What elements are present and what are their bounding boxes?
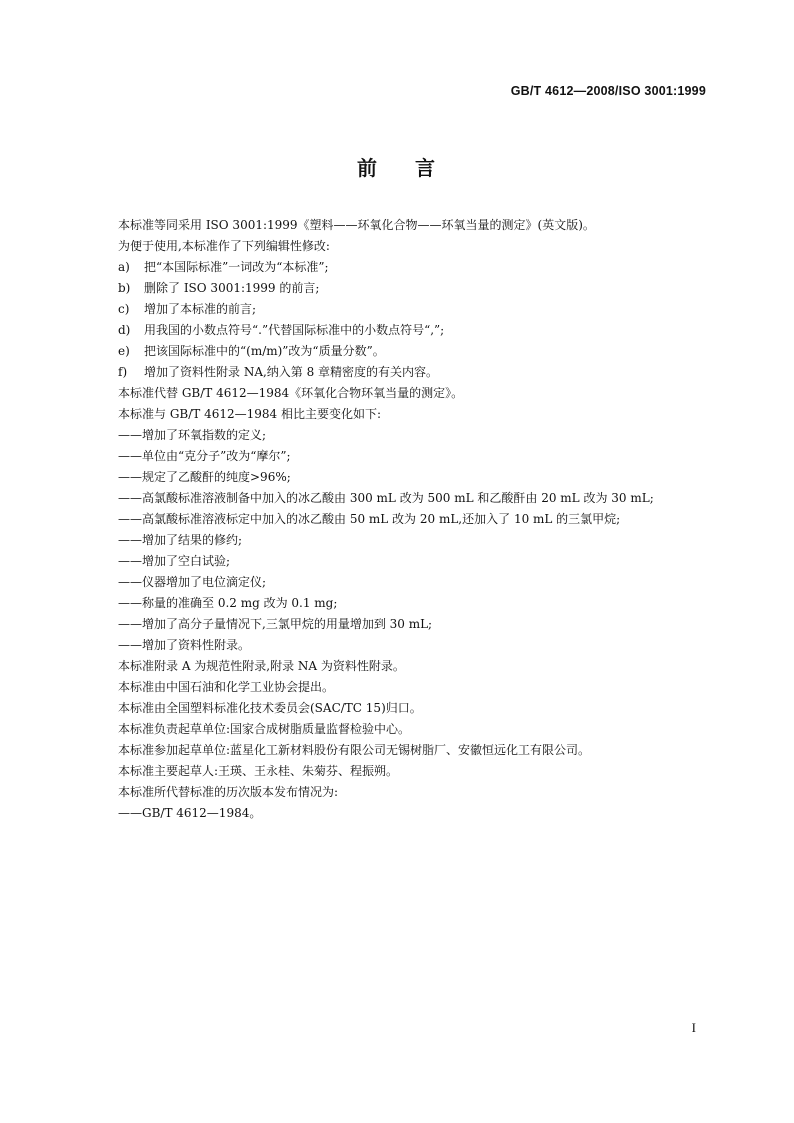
- list-item-text: 删除了 ISO 3001:1999 的前言;: [144, 281, 320, 295]
- list-marker: a): [118, 260, 130, 274]
- change-item: ——称量的准确至 0.2 mg 改为 0.1 mg;: [118, 596, 338, 610]
- list-item: [118, 341, 718, 362]
- change-item: ——增加了空白试验;: [118, 554, 231, 568]
- list-marker: c): [118, 302, 130, 316]
- list-marker: e): [118, 344, 130, 358]
- list-marker: b): [118, 281, 131, 295]
- change-item: ——单位由“克分子”改为“摩尔”;: [118, 449, 291, 463]
- page-number: I: [691, 1020, 696, 1035]
- list-marker: d): [118, 323, 131, 337]
- text-line: 本标准由全国塑料标准化技术委员会(SAC/TC 15)归口。: [118, 701, 422, 715]
- list-item-text: 把“本国际标准”一词改为“本标准”;: [144, 260, 329, 274]
- text-line: 本标准等同采用 ISO 3001:1999《塑料——环氧化合物——环氧当量的测定》(英文版)。: [118, 218, 595, 232]
- text-line: 本标准与 GB/T 4612—1984 相比主要变化如下:: [118, 407, 382, 421]
- list-item-text: 增加了本标准的前言;: [144, 302, 257, 316]
- title-part-2: 言: [415, 156, 437, 180]
- change-item: ——增加了资料性附录。: [118, 638, 251, 652]
- list-marker: f): [118, 365, 128, 379]
- change-item: ——增加了环氧指数的定义;: [118, 428, 267, 442]
- list-item: [118, 362, 718, 383]
- text-line: 为便于使用,本标准作了下列编辑性修改:: [118, 239, 330, 253]
- list-item-text: 增加了资料性附录 NA,纳入第 8 章精密度的有关内容。: [144, 365, 439, 379]
- change-item: ——仪器增加了电位滴定仪;: [118, 575, 267, 589]
- change-item: ——规定了乙酸酐的纯度>96%;: [118, 470, 291, 484]
- list-item: [118, 278, 718, 299]
- text-line: 本标准参加起草单位:蓝星化工新材料股份有限公司无锡树脂厂、安徽恒远化工有限公司。: [118, 743, 591, 757]
- change-item: ——增加了结果的修约;: [118, 533, 243, 547]
- text-line: 本标准附录 A 为规范性附录,附录 NA 为资料性附录。: [118, 659, 405, 673]
- page-title: [0, 152, 794, 181]
- standard-code: GB/T 4612—2008/ISO 3001:1999: [510, 84, 706, 98]
- list-item-text: 把该国际标准中的“(m/m)”改为“质量分数”。: [144, 344, 385, 358]
- change-item: ——GB/T 4612—1984。: [118, 806, 262, 820]
- change-item: ——高氯酸标准溶液标定中加入的冰乙酸由 50 mL 改为 20 mL,还加入了 10 mL 的三氯甲烷;: [118, 512, 621, 526]
- list-item: [118, 257, 718, 278]
- list-item: [118, 299, 718, 320]
- preface-body: [118, 215, 718, 824]
- list-item: [118, 320, 718, 341]
- change-item: ——增加了高分子量情况下,三氯甲烷的用量增加到 30 mL;: [118, 617, 433, 631]
- change-item: ——高氯酸标准溶液制备中加入的冰乙酸由 300 mL 改为 500 mL 和乙酸酐由 20 mL 改为 30 mL;: [118, 491, 654, 505]
- text-line: 本标准由中国石油和化学工业协会提出。: [118, 680, 335, 694]
- text-line: 本标准代替 GB/T 4612—1984《环氧化合物环氧当量的测定》。: [118, 386, 464, 400]
- text-line: 本标准所代替标准的历次版本发布情况为:: [118, 785, 339, 799]
- title-part-1: 前: [357, 156, 379, 180]
- text-line: 本标准负责起草单位:国家合成树脂质量监督检验中心。: [118, 722, 411, 736]
- list-item-text: 用我国的小数点符号“.”代替国际标准中的小数点符号“,”;: [144, 323, 445, 337]
- text-line: 本标准主要起草人:王瑛、王永桂、朱菊芬、程振朔。: [118, 764, 399, 778]
